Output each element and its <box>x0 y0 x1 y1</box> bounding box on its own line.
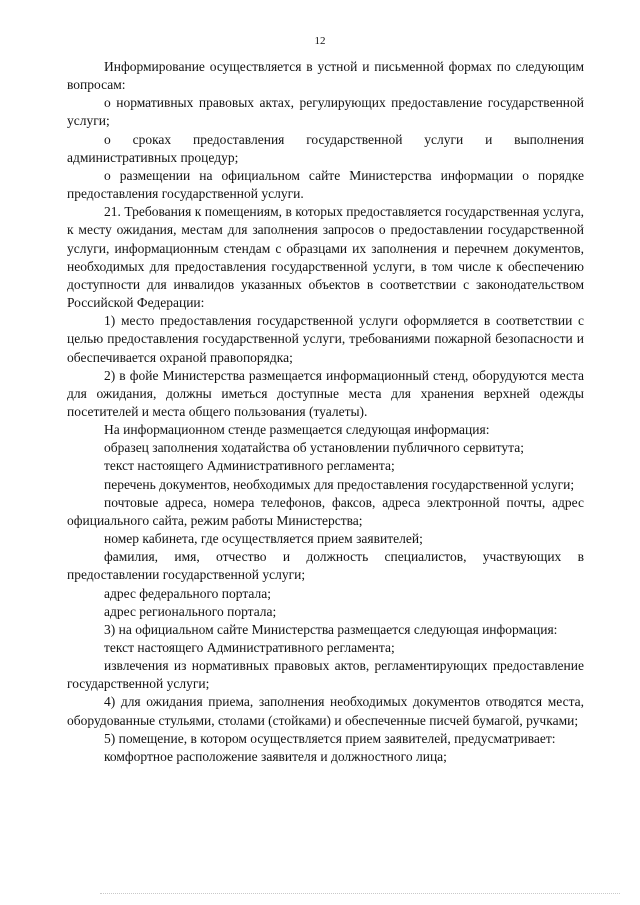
paragraph: комфортное расположение заявителя и должностного лица; <box>104 748 447 764</box>
paragraph: извлечения из нормативных правовых актов, регламентирующих предоставление государственной услуги; <box>67 658 584 692</box>
paragraph: номер кабинета, где осуществляется прием заявителей; <box>104 531 423 547</box>
paragraph: адрес федерального портала; <box>104 585 271 601</box>
paragraph: образец заполнения ходатайства об установлении публичного сервитута; <box>104 440 524 456</box>
document-body <box>67 58 584 766</box>
paragraph: о размещении на официальном сайте Министерства информации о порядке предоставления государственной услуги. <box>67 167 584 202</box>
scan-edge-line <box>100 893 620 895</box>
paragraph: 21. Требования к помещениям, в которых предоставляется государственная услуга, к месту ожидания, местам для заполнения запросов о предоставлении государственной услуги, информационным стендам с образцами их заполнения и перечнем документов, необходимых для предоставления государственной услуги, в том числе к обеспечению доступности для инвалидов указанных объектов в соответствии с законодательством Российской Федерации: <box>67 204 584 311</box>
paragraph: 2) в фойе Министерства размещается информационный стенд, оборудуются места для ожидания, должны иметься доступные места для хранения верхней одежды посетителей и места общего пользования (туалеты). <box>67 367 584 419</box>
paragraph: текст настоящего Административного регламента; <box>104 640 395 655</box>
page-number: 12 <box>314 35 326 47</box>
paragraph: текст настоящего Административного регламента; <box>104 458 395 474</box>
paragraph: почтовые адреса, номера телефонов, факсов, адреса электронной почты, адрес официального сайта, режим работы Министерства; <box>67 494 584 528</box>
paragraph: фамилия, имя, отчество и должность специалистов, участвующих в предоставлении государственной услуги; <box>67 549 584 583</box>
paragraph: о нормативных правовых актах, регулирующих предоставление государственной услуги; <box>67 95 584 129</box>
paragraph: 3) на официальном сайте Министерства размещается следующая информация: <box>104 621 558 637</box>
paragraph: перечень документов, необходимых для предоставления государственной услуги; <box>104 476 575 492</box>
paragraph: 1) место предоставления государственной услуги оформляется в соответствии с целью предоставления государственной услуги, требованиями пожарной безопасности и обеспечивается охраной правопорядка; <box>67 313 584 365</box>
paragraph: 5) помещение, в котором осуществляется прием заявителей, предусматривает: <box>104 730 556 746</box>
paragraph: Информирование осуществляется в устной и письменной формах по следующим вопросам: <box>67 59 584 93</box>
paragraph: адрес регионального портала; <box>104 603 277 619</box>
paragraph: 4) для ожидания приема, заполнения необходимых документов отводятся места, оборудованные стульями, столами (стойками) и обеспеченные писчей бумагой, ручками; <box>67 694 584 728</box>
paragraph: На информационном стенде размещается следующая информация: <box>104 422 490 438</box>
paragraph: о сроках предоставления государственной услуги и выполнения административных процедур; <box>67 131 584 165</box>
